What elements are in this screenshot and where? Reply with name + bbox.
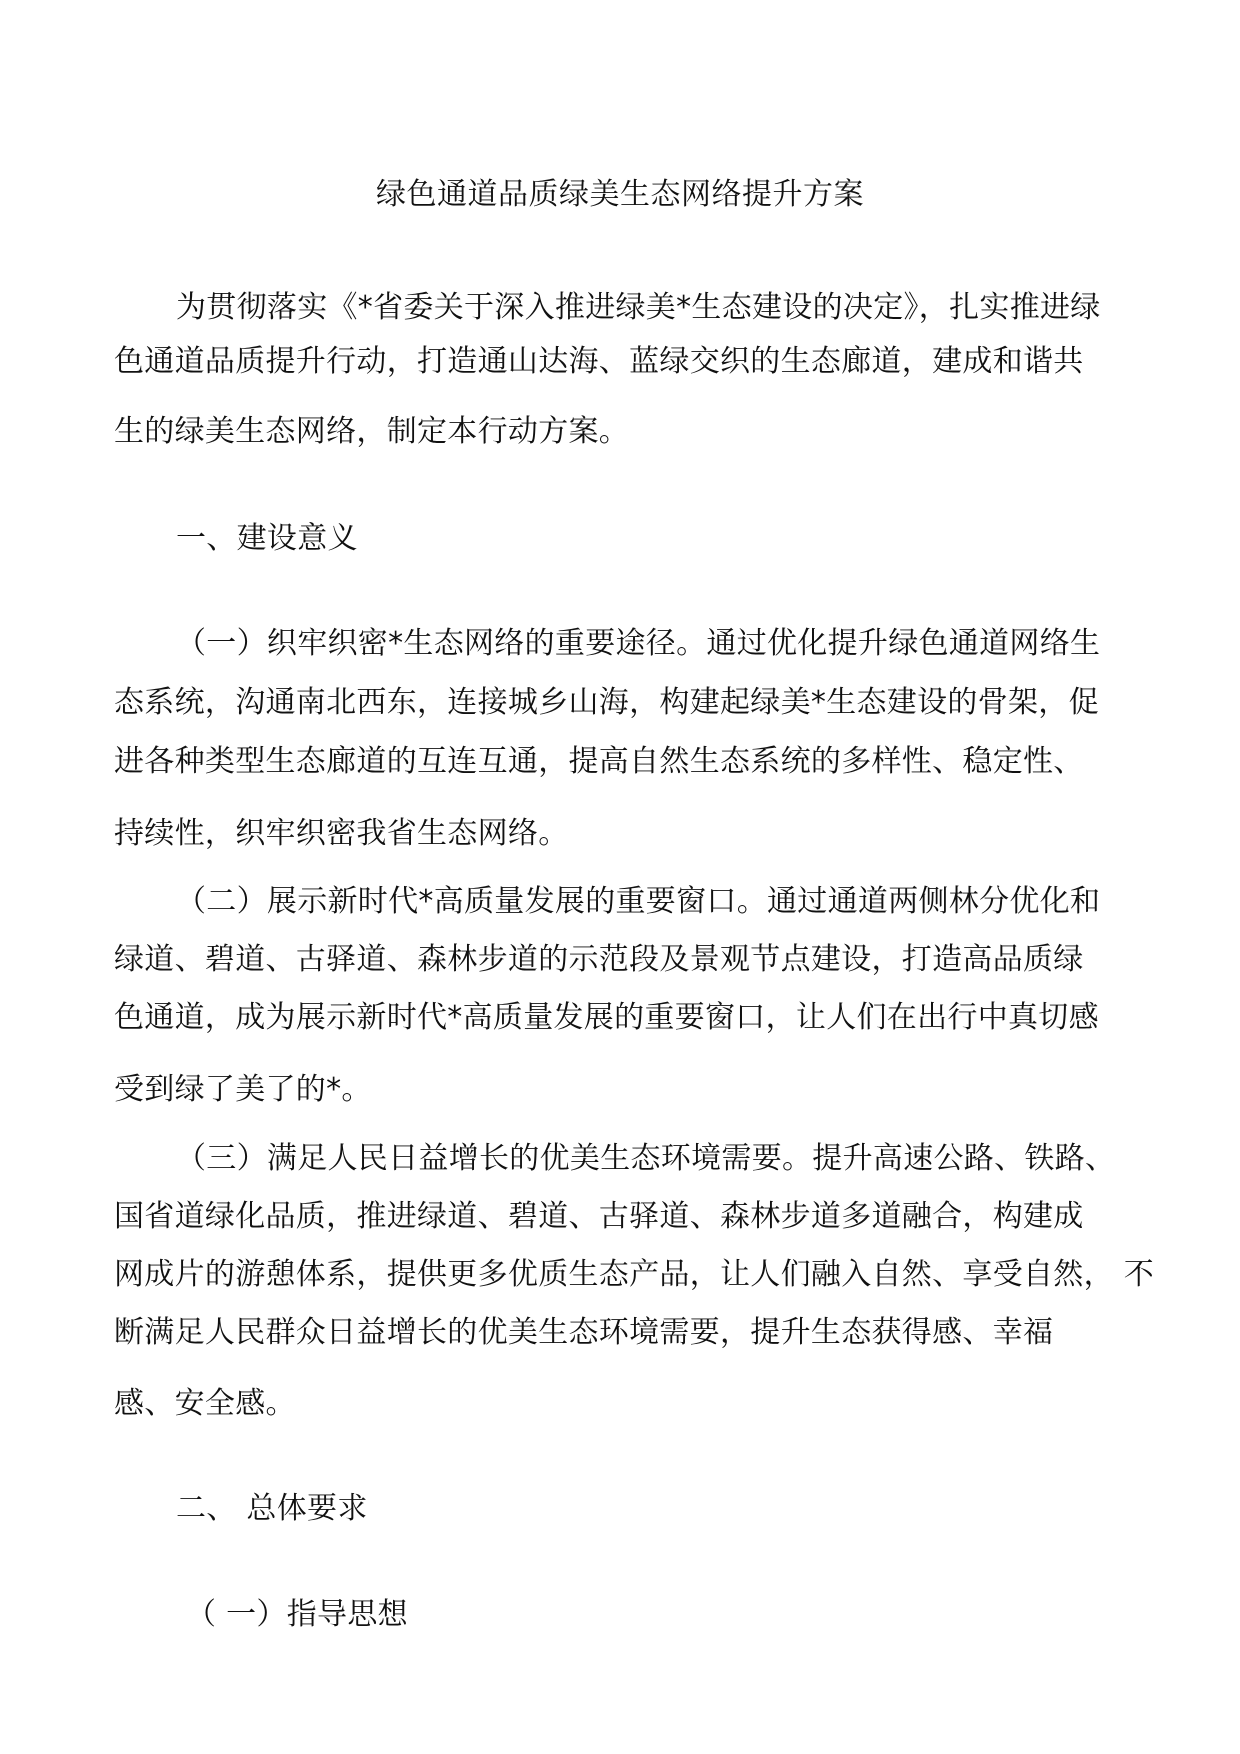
paragraph-3-line-5: 感、安全感。 (114, 1386, 296, 1421)
paragraph-2-line-3: 色通道，成为展示新时代*高质量发展的重要窗口，让人们在出行中真切感 (114, 1000, 1099, 1035)
paragraph-3-line-4: 断满足人民群众日益增长的优美生态环境需要，提升生态获得感、幸福 (114, 1315, 1054, 1350)
paragraph-1-line-1: （一）织牢织密*生态网络的重要途径。通过优化提升绿色通道网络生 (176, 626, 1101, 661)
document-title: 绿色通道品质绿美生态网络提升方案 (376, 177, 864, 212)
paragraph-3-line-2: 国省道绿化品质，推进绿道、碧道、古驿道、森林步道多道融合，构建成 (114, 1199, 1084, 1234)
paragraph-intro-line-3: 生的绿美生态网络，制定本行动方案。 (114, 414, 630, 449)
paragraph-2-line-4: 受到绿了美了的*。 (114, 1072, 372, 1107)
subsection-heading-1: （ 一）指导思想 (186, 1597, 408, 1632)
section-heading-2: 二、 总体要求 (176, 1491, 368, 1526)
paragraph-intro-line-1: 为贯彻落实《*省委关于深入推进绿美*生态建设的决定》，扎实推进绿 (176, 290, 1101, 325)
paragraph-1-line-3: 进各种类型生态廊道的互连互通，提高自然生态系统的多样性、稳定性、 (114, 744, 1084, 779)
paragraph-2-line-1: （二）展示新时代*高质量发展的重要窗口。通过通道两侧林分优化和 (176, 884, 1101, 919)
paragraph-1-line-2: 态系统，沟通南北西东，连接城乡山海，构建起绿美*生态建设的骨架，促 (114, 685, 1099, 720)
section-heading-1: 一、建设意义 (176, 521, 358, 556)
paragraph-1-line-4: 持续性，织牢织密我省生态网络。 (114, 816, 569, 851)
paragraph-intro-line-2: 色通道品质提升行动，打造通山达海、蓝绿交织的生态廊道，建成和谐共 (114, 344, 1084, 379)
paragraph-2-line-2: 绿道、碧道、古驿道、森林步道的示范段及景观节点建设，打造高品质绿 (114, 942, 1084, 977)
paragraph-3-line-1: （三）满足人民日益增长的优美生态环境需要。提升高速公路、铁路、 (176, 1141, 1116, 1176)
paragraph-3-line-3: 网成片的游憩体系，提供更多优质生态产品，让人们融入自然、享受自然， 不 (114, 1257, 1155, 1292)
